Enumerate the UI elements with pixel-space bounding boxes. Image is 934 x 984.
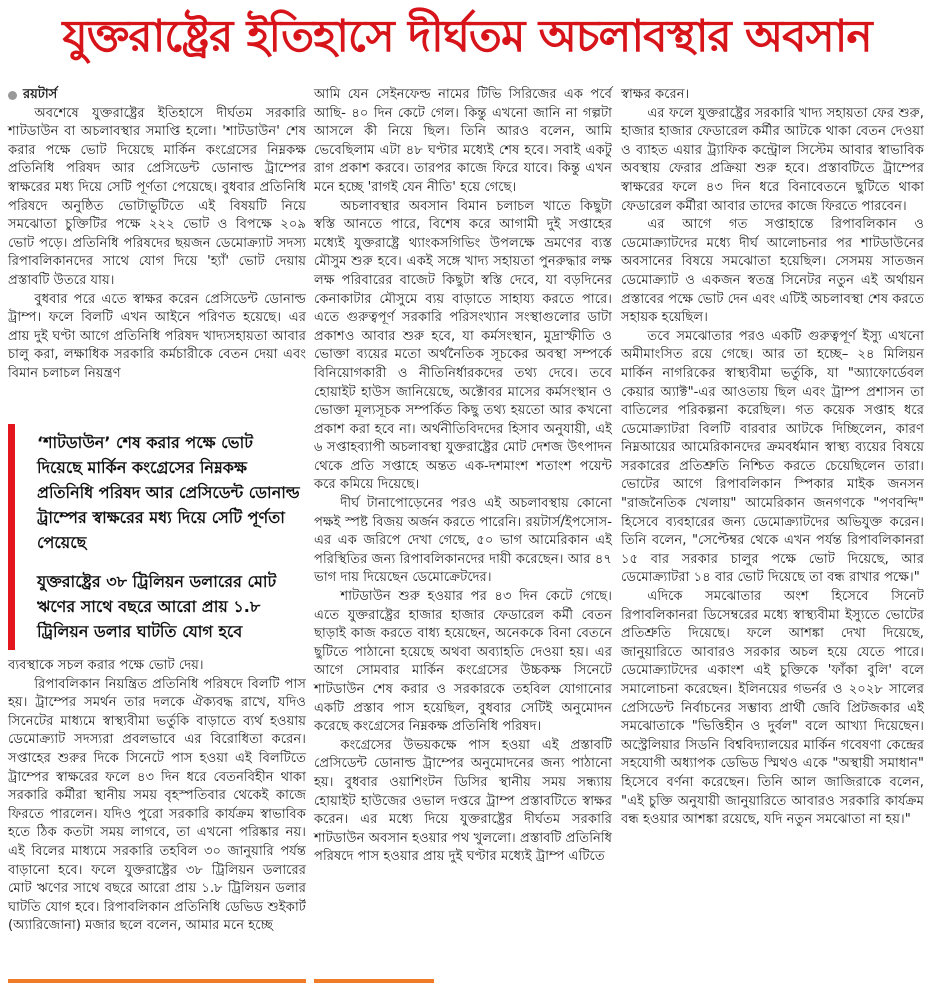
paragraph: শাটডাউন শুরু হওয়ার পর ৪৩ দিন কেটে গেছে। এতে যুক্তরাষ্ট্রের হাজার হাজার ফেডারেল কর্মী বেতন ছাড়াই কাজ করতে বাধ্য হয়েছেন, অনেককে বিনা বেতনে ছুটিতে পাঠানো হয়েছে অথবা অব্যাহতি দেওয়া হয়। এর আগে সোমবার মার্কিন কংগ্রেসের উচ্চকক্ষ সিনেটে শাটডাউন শেষ করার ও সরকারকে তহবিল যোগানোর একটি প্রস্তাব পাস হয়েছিল, বুধবার সেটিই অনুমোদন করেছে কংগ্রেসের নিম্নকক্ষ প্রতিনিধি পরিষদ।	[314, 589, 612, 735]
paragraph: অবশেষে যুক্তরাষ্ট্রের ইতিহাসে দীর্ঘতম সরকারি শাটডাউন বা অচলাবস্থার সমাপ্তি হলো। 'শাটডাউন' শেষ করার পক্ষে ভোট দিয়েছে মার্কিন কংগ্রেসের নিম্নকক্ষ প্রতিনিধি পরিষদ আর প্রেসিডেন্ট ডোনাল্ড ট্রাম্পের স্বাক্ষরের মধ্য দিয়ে সেটি পূর্ণতা পেয়েছে। বুধবার প্রতিনিধি পরিষদে অনুষ্ঠিত ভোটাভুটিতে এই বিষয়টি নিয়ে সমঝোতা চুক্তিটির পক্ষে ২২২ ভোট ও বিপক্ষে ২০৯ ভোট পড়ে। প্রতিনিধি পরিষদের ছয়জন ডেমোক্র্যাট সদস্য রিপাবলিকানদের সাথে যোগ দিয়ে 'হ্যাঁ' ভোট দেয়ায় প্রস্তাবটি উতরে যায়।	[8, 105, 306, 288]
paragraph: বুধবার পরে এতে স্বাক্ষর করেন প্রেসিডেন্ট ডোনাল্ড ট্রাম্প। ফলে বিলটি এখন আইনে পরিণত হয়েছে। এর প্রায় দুই ঘণ্টা আগে প্রতিনিধি পরিষদ খাদ্যসহায়তা আবার চালু করা, লক্ষাধিক সরকারি কর্মচারীকে বেতন দেয়া এবং বিমান চলাচল নিয়ন্ত্রণ	[8, 291, 306, 381]
article-column-3	[621, 86, 924, 830]
paragraph: এদিকে সমঝোতার অংশ হিসেবে সিনেট রিপাবলিকানরা ডিসেম্বরের মধ্যে স্বাস্থ্যবীমা ইস্যুতে ভোটের প্রতিশ্রুতি দিয়েছে। ফলে আশঙ্কা দেখা দিয়েছে, জানুয়ারিতে আবারও সরকার অচল হয়ে যেতে পারে। ডেমোক্র্যাটদের একাংশ এই চুক্তিকে 'ফাঁকা বুলি' বলে সমালোচনা করেছেন। ইলিনয়ের গভর্নর ও ২০২৮ সালের প্রেসিডেন্ট নির্বাচনের সম্ভাব্য প্রার্থী জেবি প্রিটজকার এই সমঝোতাকে "ভিত্তিহীন ও দুর্বল" বলে আখ্যা দিয়েছেন। অস্ট্রেলিয়ার সিডনি বিশ্ববিদ্যালয়ের মার্কিন গবেষণা কেন্দ্রের সহযোগী অধ্যাপক ডেভিড স্মিথও একে "অস্থায়ী সমাধান" হিসেবে বর্ণনা করেছেন। তিনি আল জাজিরাকে বলেন, "এই চুক্তি অনুযায়ী জানুয়ারিতে আবারও সরকারি কার্যক্রম বন্ধ হওয়ার আশঙ্কা রয়েছে, যদি নতুন সমঝোতা না হয়।"	[621, 589, 924, 828]
paragraph: আমি যেন সেইনফেল্ড নামের টিভি সিরিজের এক পর্বে আছি- ৪০ দিন কেটে গেল। কিন্তু এখনো জানি না গল্পটা আসলে কী নিয়ে ছিল। তিনি আরও বলেন, আমি ভেবেছিলাম এটা ৪৮ ঘণ্টার মধ্যেই শেষ হবে। সবাই একটু রাগ প্রকাশ করবে। তারপর কাজে ফিরে যাবে। কিন্তু এখন মনে হচ্ছে 'রাগই যেন নীতি' হয়ে গেছে।	[314, 87, 612, 195]
article-column-1-continued	[8, 657, 306, 936]
column-divider-rule	[8, 979, 306, 983]
paragraph: ব্যবস্থাকে সচল করার পক্ষে ভোট দেয়।	[8, 658, 204, 673]
paragraph: দীর্ঘ টানাপোড়েনের পরও এই অচলাবস্থায় কোনো পক্ষই স্পষ্ট বিজয় অর্জন করতে পারেনি। রয়টার্স/ইপসোস-এর এক জরিপে দেখা গেছে, ৫০ ভাগ আমেরিকান এই পরিস্থিতির জন্য রিপাবলিকানদের দায়ী করেছেন। আর ৪৭ ভাগ দায় দিয়েছেন ডেমোক্রেটদের।	[314, 496, 612, 586]
pull-quote: যুক্তরাষ্ট্রের ৩৮ ট্রিলিয়ন ডলারের মোট ঋণের সাথে বছরে আরো প্রায় ১.৮ ট্রিলিয়ন ডলার ঘাটতি যোগ হবে	[37, 572, 277, 641]
paragraph: এর আগে গত সপ্তাহান্তে রিপাবলিকান ও ডেমোক্র্যাটদের মধ্যে দীর্ঘ আলোচনার পর শাটডাউনের অবসানের বিষয়ে সমঝোতা হয়েছিল। সেসময় সাতজন ডেমোক্র্যাট ও একজন স্বতন্ত্র সিনেটর নতুন এই অর্থায়ন প্রস্তাবের পক্ষে ভোট দেন এবং এটিই অচলাবস্থা শেষ করতে সহায়ক হয়েছিল।	[621, 217, 924, 326]
article-column-1	[8, 86, 306, 384]
paragraph: স্বাক্ষর করেন।	[621, 87, 690, 102]
paragraph: রিপাবলিকান নিয়ন্ত্রিত প্রতিনিধি পরিষদে বিলটি পাস হয়। ট্রাম্পের সমর্থন তার দলকে ঐক্যবদ্ধ রাখে, যদিও সিনেটের মাধ্যমে স্বাস্থ্যবীমা ভর্তুকি বাড়াতে ব্যর্থ হওয়ায় ডেমোক্র্যাট সদস্যরা প্রবলভাবে এর বিরোধিতা করেন। সপ্তাহের শুরুর দিকে সিনেটে পাস হওয়া এই বিলটিতে ট্রাম্পের স্বাক্ষরের ফলে ৪৩ দিন ধরে বেতনবিহীন থাকা সরকারি কর্মীরা স্থানীয় সময় বৃহস্পতিবার থেকেই কাজে ফিরতে পারলেন। যদিও পুরো সরকারি কার্যক্রম স্বাভাবিক হতে ঠিক কতটা সময় লাগবে, তা এখনো পরিষ্কার নয়। এই বিলের মাধ্যমে সরকারি তহবিল ৩০ জানুয়ারি পর্যন্ত বাড়ানো হবে। ফলে যুক্তরাষ্ট্রের ৩৮ ট্রিলিয়ন ডলারের মোট ঋণের সাথে বছরে আরো প্রায় ১.৮ ট্রিলিয়ন ডলার ঘাটতি যোগ হবে। রিপাবলিকান প্রতিনিধি ডেভিড শুইকার্ট (অ্যারিজোনা) মজার ছলে বলেন, আমার মনে হচ্ছে	[8, 676, 306, 934]
bullet-dot-icon	[8, 91, 17, 100]
article-column-2	[314, 86, 612, 867]
paragraph: কংগ্রেসের উভয়কক্ষে পাস হওয়া এই প্রস্তাবটি প্রেসিডেন্ট ডোনাল্ড ট্রাম্পের অনুমোদনের জন্য পাঠানো হয়। বুধবার ওয়াশিংটন ডিসির স্থানীয় সময় সন্ধ্যায় হোয়াইট হাউজের ওভাল দপ্তরে ট্রাম্প প্রস্তাবটিতে স্বাক্ষর করেন। এর মধ্যে দিয়ে যুক্তরাষ্ট্রের দীর্ঘতম সরকারি শাটডাউন অবসান হওয়ার পথ খুললো। প্রস্তাবটি প্রতিনিধি পরিষদে পাস হওয়ার প্রায় দুই ঘণ্টার মধ্যেই ট্রাম্প এটিতে	[314, 737, 612, 865]
paragraph: অচলাবস্থার অবসান বিমান চলাচল খাতে কিছুটা স্বস্তি আনতে পারে, বিশেষ করে আগামী দুই সপ্তাহের মধ্যেই যুক্তরাষ্ট্রে থ্যাংকসগিভিং উপলক্ষে ভ্রমণের ব্যস্ত মৌসুম শুরু হবে। একই সঙ্গে খাদ্য সহায়তা পুনরুদ্ধার লক্ষ লক্ষ পরিবারের বাজেট কিছুটা স্বস্তি দেবে, যা বড়দিনের কেনাকাটার মৌসুমে ব্যয় বাড়াতে সাহায্য করতে পারে। এতে গুরুত্বপূর্ণ সরকারি পরিসংখ্যান সংস্থাগুলোর ডাটা প্রকাশও আবার শুরু হবে, যা কর্মসংস্থান, মুদ্রাস্ফীতি ও ভোক্তা ব্যয়ের মতো অর্থনৈতিক সূচকের অবস্থা সম্পর্কে বিনিয়োগকারী ও নীতিনির্ধারকদের তথ্য দেবে। তবে হোয়াইট হাউস জানিয়েছে, অক্টোবর মাসের কর্মসংস্থান ও ভোক্তা মূল্যসূচক সম্পর্কিত কিছু তথ্য হয়তো আর কখনো প্রকাশ করা হবে না। অর্থনীতিবিদদের হিসাব অনুযায়ী, এই ৬ সপ্তাহব্যাপী অচলাবস্থা যুক্তরাষ্ট্রের মোট দেশজ উৎপাদন থেকে প্রতি সপ্তাহে অন্তত এক-দশমাংশ শতাংশ পয়েন্ট করে কমিয়ে দিয়েছে।	[314, 198, 612, 493]
pull-quote-box	[8, 424, 306, 650]
pull-quote: ‘শাটডাউন’ শেষ করার পক্ষে ভোট দিয়েছে মার্কিন কংগ্রেসের নিম্নকক্ষ প্রতিনিধি পরিষদ আর প্রেসিডেন্ট ডোনাল্ড ট্রাম্পের স্বাক্ষরের মধ্য দিয়ে সেটি পূর্ণতা পেয়েছে	[37, 433, 300, 552]
byline-source: রয়টার্স	[23, 87, 58, 102]
paragraph: এর ফলে যুক্তরাষ্ট্রের সরকারি খাদ্য সহায়তা ফের শুরু, হাজার হাজার ফেডারেল কর্মীর আটকে থাকা বেতন দেওয়া ও ব্যাহত এয়ার ট্র্যাফিক কন্ট্রোল সিস্টেম আবার স্বাভাবিক অবস্থায় ফেরার প্রক্রিয়া শুরু হবে। প্রস্তাবটিতে ট্রাম্পের স্বাক্ষরের ফলে ৪৩ দিন ধরে বিনাবেতনে ছুটিতে থাকা ফেডারেল কর্মীরা আবার তাদের কাজে ফিরতে পারবেন।	[621, 105, 924, 214]
paragraph: তবে সমঝোতার পরও একটি গুরুত্বপূর্ণ ইস্যু এখনো অমীমাংসিত রয়ে গেছে। আর তা হচ্ছে– ২৪ মিলিয়ন মার্কিন নাগরিকের স্বাস্থ্যবীমা ভর্তুকি, যা "অ্যাফোর্ডেবল কেয়ার অ্যাক্ট"-এর আওতায় ছিল এবং ট্রাম্প প্রশাসন তা বাতিলের পরিকল্পনা করেছিল। গত কয়েক সপ্তাহ ধরে ডেমোক্র্যাটরা বিলটি বারবার আটকে দিচ্ছিলেন, কারণ নিম্নআয়ের আমেরিকানদের ক্রমবর্ধমান স্বাস্থ্য ব্যয়ের বিষয়ে সরকারের প্রতিশ্রুতি নিশ্চিত করতে চেয়েছিলেন তারা। ভোটের আগে রিপাবলিকান স্পিকার মাইক জনসন "রাজনৈতিক খেলায়" আমেরিকান জনগণকে "পণবন্দি" হিসেবে ব্যবহারের জন্য ডেমোক্র্যাটদের অভিযুক্ত করেন। তিনি বলেন, "সেপ্টেম্বর থেকে এখন পর্যন্ত রিপাবলিকানরা ১৫ বার সরকার চালুর পক্ষে ভোট দিয়েছে, আর ডেমোক্র্যাটরা ১৪ বার ভোট দিয়েছে তা বন্ধ রাখার পক্ষে।"	[621, 328, 924, 586]
byline	[8, 86, 306, 105]
column-divider-rule	[314, 979, 434, 983]
headline: যুক্তরাষ্ট্রের ইতিহাসে দীর্ঘতম অচলাবস্থার অবসান	[62, 11, 872, 62]
